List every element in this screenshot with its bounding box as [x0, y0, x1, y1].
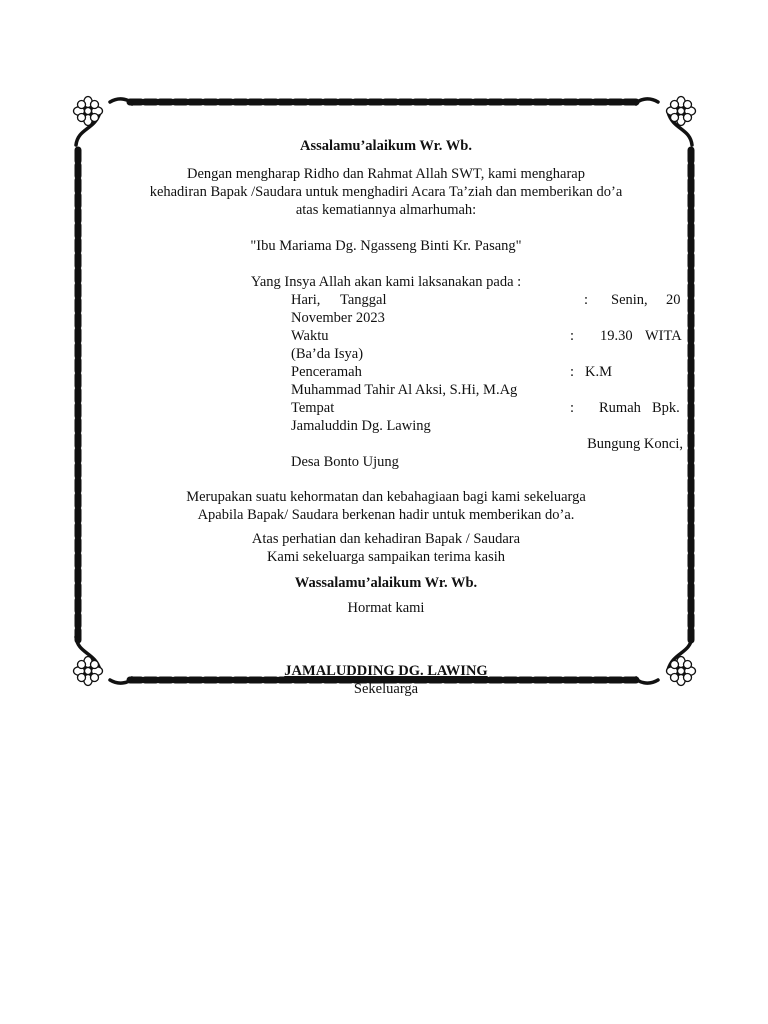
closing: Wassalamu’alaikum Wr. Wb.: [294, 575, 478, 591]
day-value-a: Senin,: [611, 292, 648, 308]
place-value-e: Desa Bonto Ujung: [291, 454, 399, 470]
signature-role: Sekeluarga: [353, 681, 419, 697]
day-colon: :: [584, 292, 589, 308]
regards: Hormat kami: [347, 600, 425, 616]
place-colon: :: [570, 400, 575, 416]
day-value-c: November 2023: [291, 310, 385, 326]
greeting: Assalamu’alaikum Wr. Wb.: [300, 138, 472, 154]
day-value-b: 20: [666, 292, 681, 308]
place-value-a: Rumah: [599, 400, 641, 416]
speaker-value-b: Muhammad Tahir Al Aksi, S.Hi, M.Ag: [291, 382, 518, 398]
signature-name: JAMALUDDING DG. LAWING: [284, 663, 488, 679]
place-value-d: Bungung Konci,: [587, 436, 683, 452]
honor-line-2: Apabila Bapak/ Saudara berkenan hadir untuk memberikan do’a.: [197, 507, 575, 523]
day-label: Hari,: [291, 292, 321, 308]
place-value-b: Bpk.: [652, 400, 680, 416]
intro-line-1: Dengan mengharap Ridho dan Rahmat Allah SWT, kami mengharap: [187, 166, 585, 182]
place-value-c: Jamaluddin Dg. Lawing: [291, 418, 431, 434]
speaker-value-a: K.M: [585, 364, 612, 380]
intro-line-3: atas kematiannya almarhumah:: [295, 202, 477, 218]
honor-line-1: Merupakan suatu kehormatan dan kebahagiaan bagi kami sekeluarga: [186, 489, 586, 505]
schedule-intro: Yang Insya Allah akan kami laksanakan pada :: [250, 274, 522, 290]
thanks-line-1: Atas perhatian dan kehadiran Bapak / Saudara: [251, 531, 521, 547]
place-label: Tempat: [291, 400, 335, 416]
thanks-line-2: Kami sekeluarga sampaikan terima kasih: [266, 549, 506, 565]
time-colon: :: [570, 328, 575, 344]
intro-line-2: kehadiran Bapak /Saudara untuk menghadiri Acara Ta’ziah dan memberikan do’a: [149, 184, 623, 200]
time-value-b: WITA: [645, 328, 682, 344]
time-value-c: (Ba’da Isya): [291, 346, 364, 362]
time-label: Waktu: [291, 328, 329, 344]
day-label-2: Tanggal: [340, 292, 387, 308]
time-value-a: 19.30: [600, 328, 633, 344]
speaker-label: Penceramah: [291, 364, 362, 380]
deceased-name: "Ibu Mariama Dg. Ngasseng Binti Kr. Pasang": [250, 238, 522, 254]
speaker-colon: :: [570, 364, 575, 380]
